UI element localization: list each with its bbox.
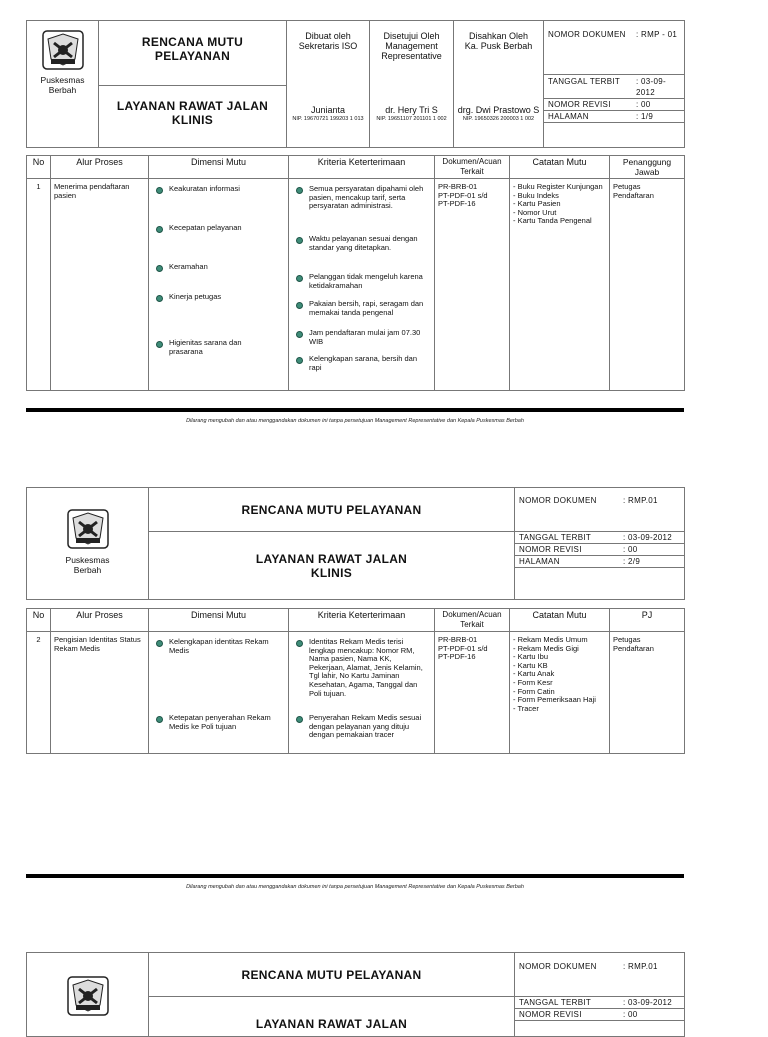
title-cell (149, 997, 515, 1037)
column-header: PJ (610, 609, 685, 632)
column-header: No (27, 609, 51, 632)
meta-value: : 00 (619, 1009, 684, 1021)
signature-name: dr. Hery Tri S (385, 105, 438, 115)
page1-quality-table (26, 155, 685, 391)
row-criteria (289, 179, 435, 391)
meta-cell (544, 21, 685, 148)
meta-value: : 03-09-2012 (632, 76, 684, 99)
signature-approver (370, 21, 454, 148)
doc-title-bottom: LAYANAN RAWAT JALAN (255, 1017, 408, 1031)
column-header: No (27, 156, 51, 179)
title-cell (149, 488, 515, 532)
logo-caption: Puskesmas Berbah (65, 555, 110, 575)
dimension-item: Ketepatan penyerahan Rekam Medis ke Poli tujuan (155, 714, 278, 731)
sleman-emblem-icon (40, 29, 86, 71)
page3-header (26, 952, 685, 1037)
meta-value: : 00 (632, 99, 684, 111)
page-separator (26, 408, 684, 412)
row-quality-records: - Rekam Medis Umum - Rekam Medis Gigi - Kartu Ibu - Kartu KB - Kartu Anak - Form Kesr - Form Catin - Form Pemeriksaan Haji - Tracer (510, 632, 610, 754)
criteria-item: Identitas Rekam Medis terisi lengkap mencakup: Nomor RM, Nama pasien, Nama KK, Pekerjaan, Alamat, Jenis Kelamin, Tgl lahir, No Kartu Jaminan Kesehatan, Agama, Tanggal dan Poli tujuan. (295, 638, 428, 698)
logo-cell (27, 488, 149, 600)
meta-value: : RMP.01 (623, 962, 658, 971)
row-number: 2 (27, 632, 51, 754)
footnote: Dilarang mengubah dan atau menggandakan dokumen ini tanpa persetujuan Management Representative dan Kepala Puskesmas Berbah (186, 884, 524, 890)
dimension-item: Higienitas sarana dan prasarana (155, 339, 258, 356)
sleman-emblem-icon (65, 975, 111, 1017)
meta-value: : 03-09-2012 (619, 532, 684, 544)
column-header: Kriteria Keterterimaan (289, 609, 435, 632)
dimension-item: Kecepatan pelayanan (155, 224, 284, 233)
logo-caption: Puskesmas Berbah (40, 75, 85, 95)
meta-cell (515, 953, 685, 997)
meta-label: NOMOR DOKUMEN (519, 496, 597, 505)
dimension-item: Kinerja petugas (155, 293, 284, 302)
meta-value: : 2/9 (619, 556, 684, 568)
meta-label: HALAMAN (544, 111, 632, 123)
row-documents: PR-BRB-01 PT-PDF-01 s/d PT-PDF-16 (435, 632, 510, 754)
dimension-item: Kelengkapan identitas Rekam Medis (155, 638, 270, 655)
title-cell (99, 21, 287, 148)
row-process: Menerima pendaftaran pasien (51, 179, 149, 391)
criteria-item: Semua persyaratan dipahami oleh pasien, mencakup tarif, serta persyaratan administrasi. (295, 185, 424, 211)
signature-ratifier (454, 21, 544, 148)
column-header: Kriteria Keterterimaan (289, 156, 435, 179)
meta-value: : 00 (619, 544, 684, 556)
criteria-item: Pakaian bersih, rapi, seragam dan memakai tanda pengenal (295, 300, 424, 317)
signature-nip: NIP. 19670721 199203 1 013 (292, 116, 364, 122)
meta-cell (515, 532, 685, 600)
page2-header (26, 487, 685, 600)
page1-header (26, 20, 685, 148)
table-row (27, 632, 685, 754)
meta-label: NOMOR REVISI (515, 544, 619, 556)
column-header: Alur Proses (51, 156, 149, 179)
page-separator (26, 874, 684, 878)
column-header: Penanggung Jawab (610, 156, 685, 179)
meta-label: TANGGAL TERBIT (544, 76, 632, 99)
criteria-item: Kelengkapan sarana, bersih dan rapi (295, 355, 424, 372)
criteria-item: Pelanggan tidak mengeluh karena ketidakramahan (295, 273, 424, 290)
meta-label: TANGGAL TERBIT (515, 532, 619, 544)
meta-cell (515, 488, 685, 532)
footnote: Dilarang mengubah dan atau menggandakan dokumen ini tanpa persetujuan Management Representative dan Kepala Puskesmas Berbah (186, 418, 524, 424)
logo-cell (27, 21, 99, 148)
meta-value: : RMP - 01 (636, 30, 678, 39)
signature-name: Junianta (310, 105, 346, 115)
row-responsible: Petugas Pendaftaran (610, 179, 685, 391)
doc-title-top: RENCANA MUTU PELAYANAN (241, 502, 422, 517)
column-header: Dimensi Mutu (149, 156, 289, 179)
signature-role: Dibuat oleh Sekretaris ISO (298, 31, 358, 51)
title-cell (149, 532, 515, 600)
signature-name: drg. Dwi Prastowo S (457, 105, 540, 115)
meta-value: : RMP.01 (623, 496, 658, 505)
meta-value: : 03-09-2012 (619, 997, 684, 1009)
signature-creator (287, 21, 370, 148)
signature-role: Disetujui Oleh Management Representative (381, 31, 442, 61)
criteria-item: Waktu pelayanan sesuai dengan standar yang ditetapkan. (295, 235, 424, 252)
signature-nip: NIP. 19651107 201101 1 002 (376, 116, 447, 122)
table-row (27, 179, 685, 391)
dimension-item: Keramahan (155, 263, 284, 272)
dimension-item: Keakuratan informasi (155, 185, 284, 194)
meta-label: TANGGAL TERBIT (515, 997, 619, 1009)
meta-label: NOMOR REVISI (544, 99, 632, 111)
doc-title-bottom: LAYANAN RAWAT JALAN KLINIS (255, 551, 408, 580)
meta-value: : 1/9 (632, 111, 684, 123)
meta-cell (515, 997, 685, 1037)
row-process: Pengisian Identitas Status Rekam Medis (51, 632, 149, 754)
meta-label: HALAMAN (515, 556, 619, 568)
sleman-emblem-icon (65, 508, 111, 550)
column-header: Dokumen/Acuan Terkait (435, 156, 510, 179)
row-quality-records: - Buku Register Kunjungan - Buku Indeks - Kartu Pasien - Nomor Urut - Kartu Tanda Pengenal (510, 179, 610, 391)
doc-title-top: RENCANA MUTU PELAYANAN (241, 967, 422, 982)
meta-label: NOMOR DOKUMEN (519, 962, 597, 971)
doc-title-bottom: LAYANAN RAWAT JALAN KLINIS (116, 99, 269, 127)
row-number: 1 (27, 179, 51, 391)
criteria-item: Jam pendaftaran mulai jam 07.30 WIB (295, 329, 424, 346)
title-cell (149, 953, 515, 997)
column-header: Catatan Mutu (510, 156, 610, 179)
row-responsible: Petugas Pendaftaran (610, 632, 685, 754)
signature-nip: NIP. 19650326 200003 1 002 (462, 116, 535, 122)
column-header: Catatan Mutu (510, 609, 610, 632)
signature-role: Disahkan Oleh Ka. Pusk Berbah (464, 31, 533, 51)
meta-label: NOMOR REVISI (515, 1009, 619, 1021)
doc-title-top: RENCANA MUTU PELAYANAN (141, 35, 244, 63)
row-dimensions (149, 632, 289, 754)
criteria-item: Penyerahan Rekam Medis sesuai dengan pelayanan yang dituju dengan pemakaian tracer (295, 714, 428, 740)
column-header: Alur Proses (51, 609, 149, 632)
column-header: Dokumen/Acuan Terkait (435, 609, 510, 632)
row-dimensions (149, 179, 289, 391)
column-header: Dimensi Mutu (149, 609, 289, 632)
page2-quality-table (26, 608, 685, 754)
meta-label: NOMOR DOKUMEN (548, 30, 626, 39)
row-criteria (289, 632, 435, 754)
row-documents: PR-BRB-01 PT-PDF-01 s/d PT-PDF-16 (435, 179, 510, 391)
